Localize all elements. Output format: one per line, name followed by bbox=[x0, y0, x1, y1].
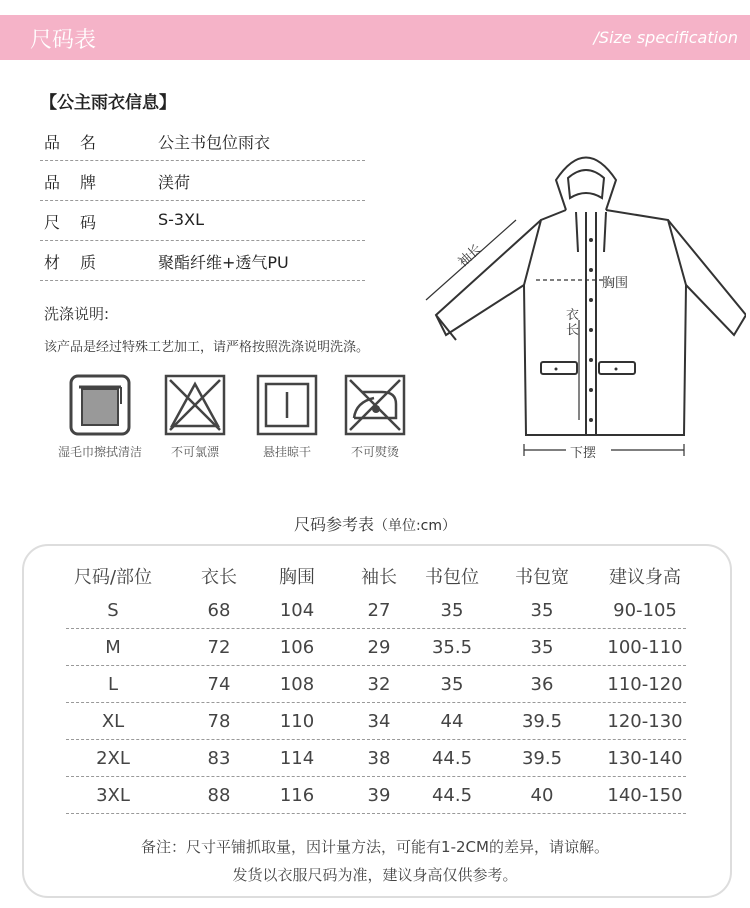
table-cell: XL bbox=[101, 711, 125, 732]
table-cell: 44 bbox=[440, 711, 464, 732]
info-value: 公主书包位雨衣 bbox=[158, 133, 271, 152]
table-cell: M bbox=[105, 637, 121, 658]
table-cell: 35 bbox=[440, 674, 464, 695]
table-cell: 27 bbox=[367, 600, 391, 621]
care-label: 不可氯漂 bbox=[170, 445, 219, 459]
table-cell: 35 bbox=[530, 637, 554, 658]
table-header-cell: 书包位 bbox=[425, 567, 479, 588]
table-cell: 2XL bbox=[96, 748, 130, 769]
table-cell: 120-130 bbox=[607, 711, 683, 732]
table-cell: 110-120 bbox=[607, 674, 683, 695]
care-item-no-iron bbox=[325, 374, 425, 460]
header-title: 尺码表 bbox=[30, 28, 97, 53]
length-label: 衣长 bbox=[566, 308, 580, 338]
info-key: 品名 bbox=[44, 133, 117, 152]
table-row bbox=[66, 666, 686, 703]
towel-wipe-icon bbox=[69, 374, 131, 436]
table-cell: 72 bbox=[207, 637, 231, 658]
raincoat-drawing bbox=[416, 140, 746, 470]
note-line-2: 发货以衣服尺码为准，建议身高仅供参考。 bbox=[232, 866, 518, 884]
chest-label: 胸围 bbox=[602, 276, 629, 291]
table-cell: 34 bbox=[367, 711, 391, 732]
table-row bbox=[66, 629, 686, 666]
info-key: 尺码 bbox=[44, 213, 117, 232]
raincoat-diagram bbox=[416, 140, 746, 470]
info-key: 品牌 bbox=[44, 173, 117, 192]
table-header-cell: 书包宽 bbox=[515, 567, 569, 588]
table-header-cell: 胸围 bbox=[279, 567, 315, 588]
table-cell: 38 bbox=[367, 748, 391, 769]
table-row bbox=[66, 740, 686, 777]
info-title: 【公主雨衣信息】 bbox=[40, 93, 176, 113]
table-cell: 68 bbox=[207, 600, 231, 621]
care-label: 湿毛巾擦拭清洁 bbox=[57, 445, 142, 459]
info-value: 聚酯纤维+透气PU bbox=[158, 253, 289, 272]
table-cell: 36 bbox=[530, 674, 554, 695]
hang-dry-icon bbox=[256, 374, 318, 436]
care-label: 悬挂晾干 bbox=[262, 445, 311, 459]
washing-description: 该产品是经过特殊工艺加工，请严格按照洗涤说明洗涤。 bbox=[44, 340, 370, 355]
table-row bbox=[66, 592, 686, 629]
table-cell: 44.5 bbox=[431, 785, 473, 806]
table-cell: 3XL bbox=[96, 785, 130, 806]
table-cell: 39.5 bbox=[521, 711, 563, 732]
care-item-no-bleach bbox=[145, 374, 245, 460]
washing-title: 洗涤说明: bbox=[44, 305, 110, 323]
table-cell: 108 bbox=[279, 674, 315, 695]
table-header-cell: 尺码/部位 bbox=[73, 567, 153, 588]
table-cell: 130-140 bbox=[607, 748, 683, 769]
sleeve-label: 袖长 bbox=[455, 241, 486, 271]
size-table-title-text: 尺码参考表 bbox=[293, 515, 374, 534]
info-key: 材质 bbox=[44, 253, 117, 272]
table-header-cell: 建议身高 bbox=[609, 567, 681, 588]
table-header-cell: 袖长 bbox=[361, 567, 397, 588]
care-item-towel bbox=[50, 374, 150, 460]
table-cell: 100-110 bbox=[607, 637, 683, 658]
info-row-brand bbox=[40, 162, 365, 201]
no-bleach-icon bbox=[164, 374, 226, 436]
care-item-hang-dry bbox=[237, 374, 337, 460]
size-table-unit: （单位:cm） bbox=[373, 518, 457, 534]
table-cell: 35 bbox=[440, 600, 464, 621]
note-line-1: 备注：尺寸平铺抓取量，因计量方法，可能有1-2CM的差异，请谅解。 bbox=[141, 838, 609, 856]
table-cell: 35.5 bbox=[431, 637, 473, 658]
table-cell: 39.5 bbox=[521, 748, 563, 769]
table-cell: 35 bbox=[530, 600, 554, 621]
header-banner bbox=[0, 15, 750, 60]
table-cell: L bbox=[107, 674, 119, 695]
table-cell: 114 bbox=[279, 748, 315, 769]
table-cell: 40 bbox=[530, 785, 554, 806]
table-row bbox=[66, 777, 686, 814]
table-cell: 39 bbox=[367, 785, 391, 806]
table-cell: 140-150 bbox=[607, 785, 683, 806]
table-cell: 90-105 bbox=[613, 600, 677, 621]
size-table-title bbox=[0, 512, 750, 535]
header-subtitle: /Size specification bbox=[593, 28, 738, 47]
table-cell: 83 bbox=[207, 748, 231, 769]
info-row-name bbox=[40, 122, 365, 161]
table-cell: 32 bbox=[367, 674, 391, 695]
table-cell: 110 bbox=[279, 711, 315, 732]
info-value: S-3XL bbox=[158, 210, 204, 229]
table-header-row bbox=[66, 555, 686, 591]
table-cell: 88 bbox=[207, 785, 231, 806]
table-cell: 106 bbox=[279, 637, 315, 658]
table-header-cell: 衣长 bbox=[201, 567, 237, 588]
table-cell: 44.5 bbox=[431, 748, 473, 769]
no-iron-icon bbox=[344, 374, 406, 436]
table-cell: 29 bbox=[367, 637, 391, 658]
info-row-size bbox=[40, 202, 365, 241]
table-cell: 78 bbox=[207, 711, 231, 732]
table-row bbox=[66, 703, 686, 740]
table-cell: 74 bbox=[207, 674, 231, 695]
hem-label: 下摆 bbox=[570, 446, 597, 461]
care-label: 不可熨烫 bbox=[350, 445, 399, 459]
table-cell: S bbox=[107, 600, 119, 621]
info-value: 渼荷 bbox=[158, 173, 191, 192]
table-cell: 116 bbox=[279, 785, 315, 806]
table-cell: 104 bbox=[279, 600, 315, 621]
info-row-material bbox=[40, 242, 365, 281]
